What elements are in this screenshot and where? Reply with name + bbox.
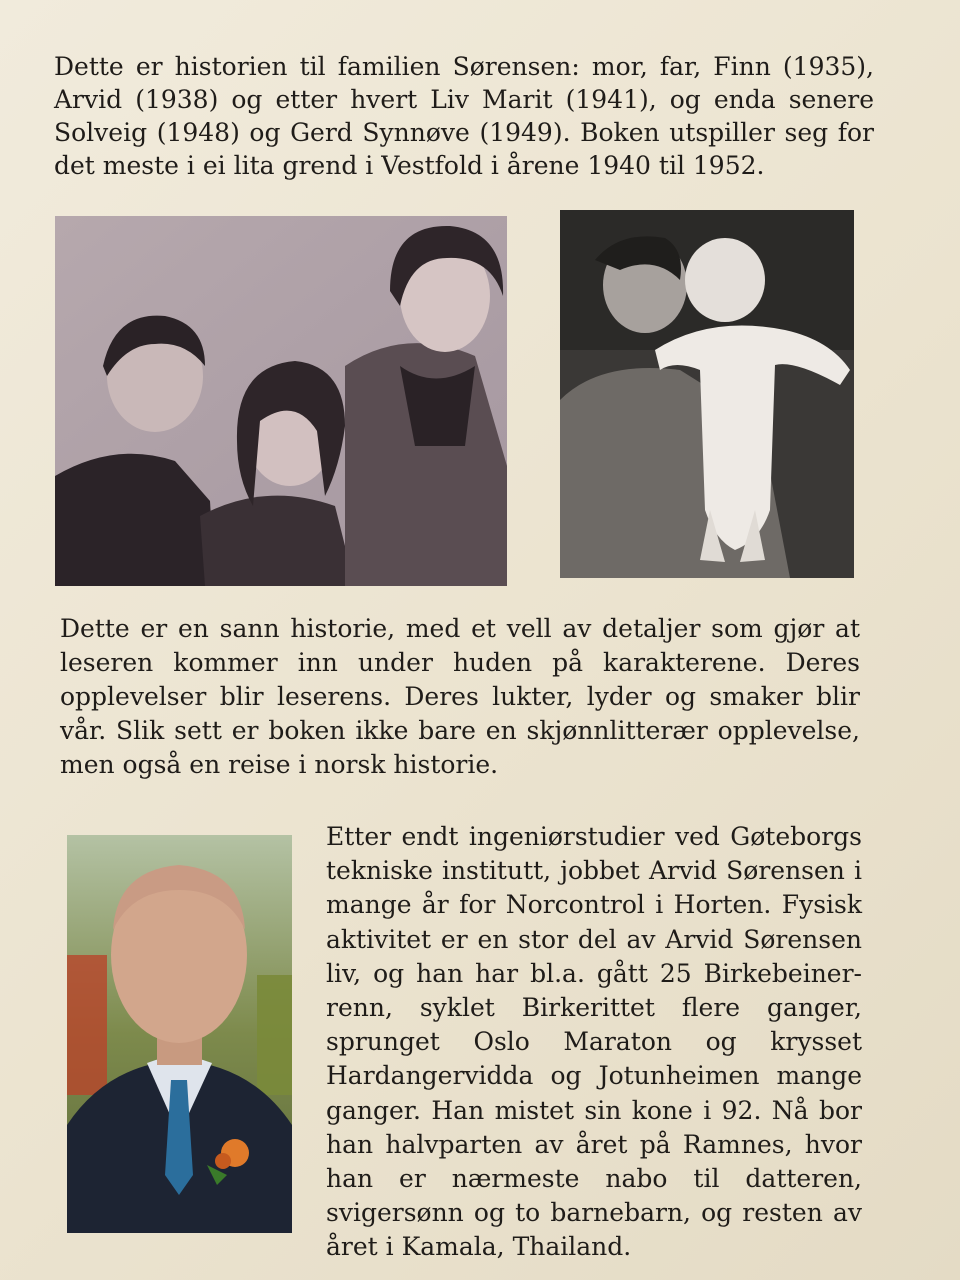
photo-mother-with-baby (560, 210, 854, 578)
intro-paragraph: Dette er historien til familien Sørensen: mor, far, Finn (1935), Arvid (1938) og etter hvert Liv Marit (1941), og enda senere Solveig (1948) og Gerd Synnøve (1949). Boken utspiller seg for det meste i ei lita grend i Vestfold i årene 1940 til 1952. (54, 52, 874, 180)
story-paragraph: Dette er en sann historie, med et vell av detaljer som gjør at leseren kommer inn under huden på karakterene. Deres opplevelser blir leserens. Deres lukter, lyder og smaker blir vår. Slik sett er boken ikke bare en skjønnlitterær opplevelse, men også en reise i norsk historie. (60, 614, 860, 779)
photo-author-portrait-image (67, 835, 292, 1233)
photo-mother-with-baby-image (560, 210, 854, 578)
photo-three-children-image (55, 216, 507, 586)
author-bio-paragraph: Etter endt ingeniørstudier ved Gøteborgs tekniske institutt, jobbet Arvid Sørensen i mange år for Norcontrol i Horten. Fysisk aktivitet er en stor del av Arvid Sørensen liv, og han har bl.a. gått 25 Birkebeinerrenn, syklet Birkerittet flere ganger, sprunget Oslo Maraton og krysset Hardangervidda og Jotunheimen mange ganger. Han mistet sin kone i 92. Nå bor han halvparten av året på Ramnes, hvor han er nærmeste nabo til datteren, svigersønn og to barnebarn, og resten av året i Kamala, Thailand. (326, 822, 862, 1262)
photo-three-children (55, 216, 507, 586)
photo-author-portrait (67, 835, 292, 1233)
